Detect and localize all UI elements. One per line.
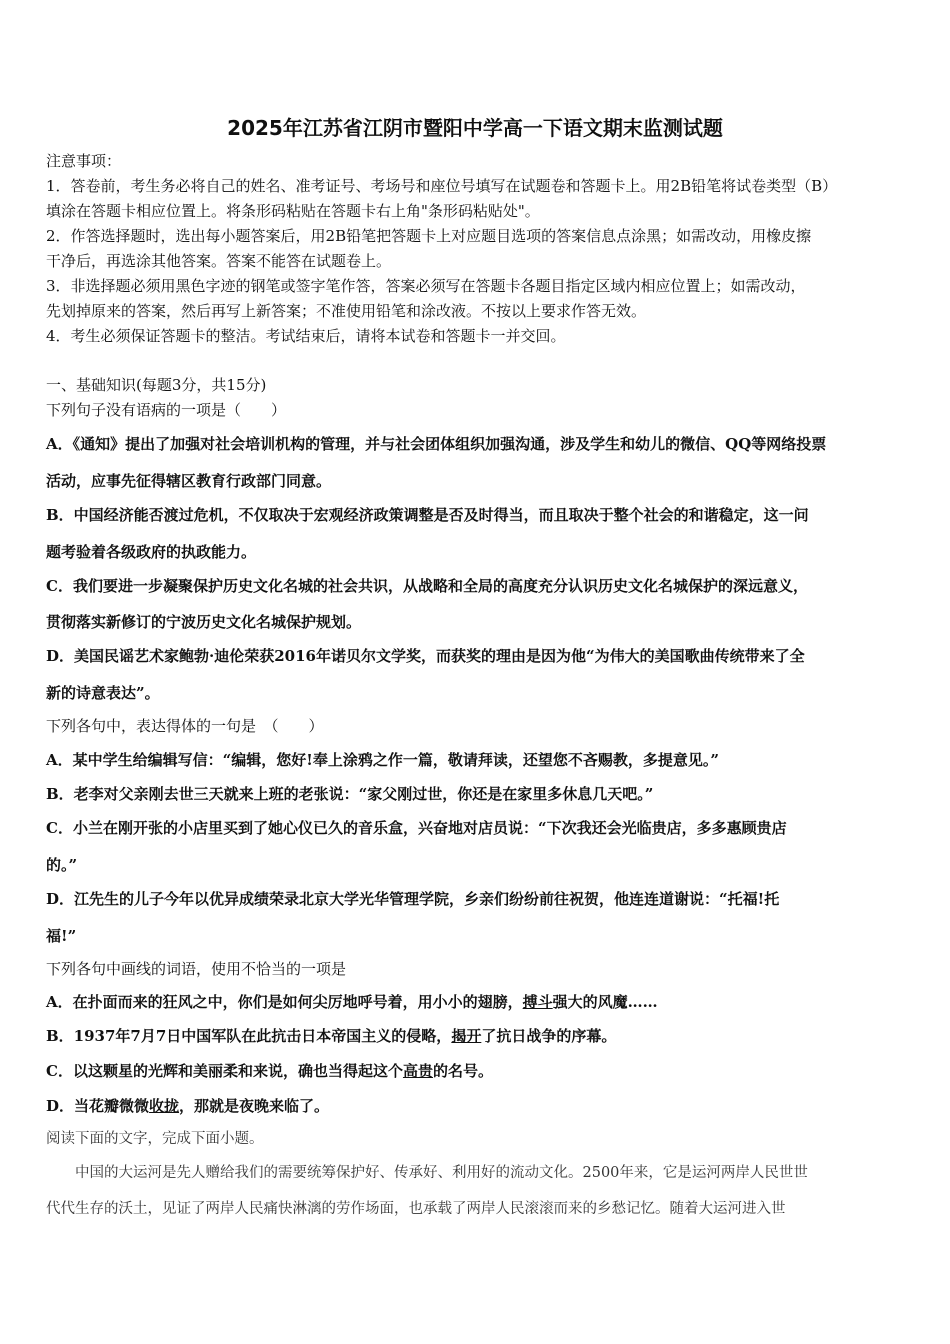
option-line: 新的诗意表达”。: [46, 684, 160, 702]
notice-line: 先划掉原来的答案，然后再写上新答案；不准使用铅笔和涂改液。不按以上要求作答无效。: [46, 302, 647, 320]
option-line: 的。”: [46, 856, 78, 874]
section-heading: 一、基础知识(每题3分，共15分): [46, 376, 267, 394]
option-line: C．小兰在刚开张的小店里买到了她心仪已久的音乐盒，兴奋地对店员说：“下次我还会光临贵店，多多惠顾贵店: [46, 819, 787, 837]
option-a: [46, 992, 658, 1012]
underlined-word: 高贵: [402, 1062, 433, 1080]
option-line: D．江先生的儿子今年以优异成绩荣录北京大学光华管理学院，乡亲们纷纷前往祝贺，他连连道谢说：“托福!托: [46, 890, 780, 908]
option-d-rest: ，那就是夜晚来临了。: [179, 1097, 330, 1115]
question-stem: 下列各句中画线的词语，使用不恰当的一项是: [46, 960, 347, 978]
notice-heading: 注意事项：: [46, 152, 122, 170]
option-line: 活动，应事先征得辖区教育行政部门同意。: [46, 472, 332, 490]
option-line: 题考验着各级政府的执政能力。: [46, 543, 257, 561]
option-line: C．我们要进一步凝聚保护历史文化名城的社会共识，从战略和全局的高度充分认识历史文化名城保护的深远意义，: [46, 577, 808, 595]
reading-paragraph-line: 代代生存的沃土，见证了两岸人民痛快淋漓的劳作场面，也承载了两岸人民滚滚而来的乡愁记忆。随着大运河进入世: [46, 1201, 786, 1217]
option-a-text: A．在扑面而来的狂风之中，你们是如何尖厉地呼号着，用小小的翅膀，: [46, 993, 523, 1011]
option-b: [46, 1026, 616, 1046]
question-stem: 下列各句中，表达得体的一句是 （ ）: [46, 717, 324, 735]
option-d: [46, 1096, 329, 1116]
notice-line: 干净后，再选涂其他答案。答案不能答在试题卷上。: [46, 252, 392, 270]
option-line: 贯彻落实新修订的宁波历史文化名城保护规划。: [46, 613, 362, 631]
option-line: 福!”: [46, 927, 77, 945]
option-a-rest: 强大的风魔……: [552, 993, 658, 1011]
page-title: 2025年江苏省江阴市暨阳中学高一下语文期末监测试题: [227, 116, 723, 140]
notice-line: 3．非选择题必须用黑色字迹的钢笔或签字笔作答，答案必须写在答题卡各题目指定区域内相应位置上；如需改动，: [46, 277, 806, 295]
option-c-rest: 的名号。: [432, 1062, 493, 1080]
notice-line: 2．作答选择题时，选出每小题答案后，用2B铅笔把答题卡上对应题目选项的答案信息点涂黑；如需改动，用橡皮擦: [46, 227, 812, 245]
option-b-text: B．1937年7月7日中国军队在此抗击日本帝国主义的侵略，: [46, 1027, 452, 1045]
option-c-text: C．以这颗星的光辉和美丽柔和来说，确也当得起这个: [46, 1062, 403, 1080]
option-line: D．美国民谣艺术家鲍勃·迪伦荣获2016年诺贝尔文学奖，而获奖的理由是因为他“为伟大的美国歌曲传统带来了全: [46, 647, 805, 665]
option-d-text: D．当花瓣微微: [46, 1097, 150, 1115]
reading-paragraph-line: 中国的大运河是先人赠给我们的需要统筹保护好、传承好、利用好的流动文化。2500年来，它是运河两岸人民世世: [46, 1165, 808, 1181]
underlined-word: 搏斗: [522, 993, 553, 1011]
reading-intro: 阅读下面的文字，完成下面小题。: [46, 1131, 264, 1147]
option-line: B．中国经济能否渡过危机，不仅取决于宏观经济政策调整是否及时得当，而且取决于整个社会的和谐稳定，这一问: [46, 506, 809, 524]
option-b-rest: 了抗日战争的序幕。: [481, 1027, 617, 1045]
option-line: A．《通知》提出了加强对社会培训机构的管理，并与社会团体组织加强沟通，涉及学生和幼儿的微信、QQ等网络投票: [46, 435, 827, 453]
underlined-word: 收拢: [149, 1097, 180, 1115]
option-line: B．老李对父亲刚去世三天就来上班的老张说：“家父刚过世，你还是在家里多休息几天吧。”: [46, 785, 654, 803]
option-c: [46, 1061, 493, 1081]
notice-line: 填涂在答题卡相应位置上。将条形码粘贴在答题卡右上角"条形码粘贴处"。: [46, 202, 540, 220]
notice-line: 1．答卷前，考生务必将自己的姓名、准考证号、考场号和座位号填写在试题卷和答题卡上。用2B铅笔将试卷类型（B）: [46, 177, 838, 195]
question-stem: 下列句子没有语病的一项是（ ）: [46, 401, 287, 419]
underlined-word: 揭开: [451, 1027, 482, 1045]
option-line: A．某中学生给编辑写信：“编辑，您好!奉上涂鸦之作一篇，敬请拜读，还望您不吝赐教，多提意见。”: [46, 751, 719, 769]
notice-line: 4．考生必须保证答题卡的整洁。考试结束后，请将本试卷和答题卡一并交回。: [46, 327, 566, 345]
